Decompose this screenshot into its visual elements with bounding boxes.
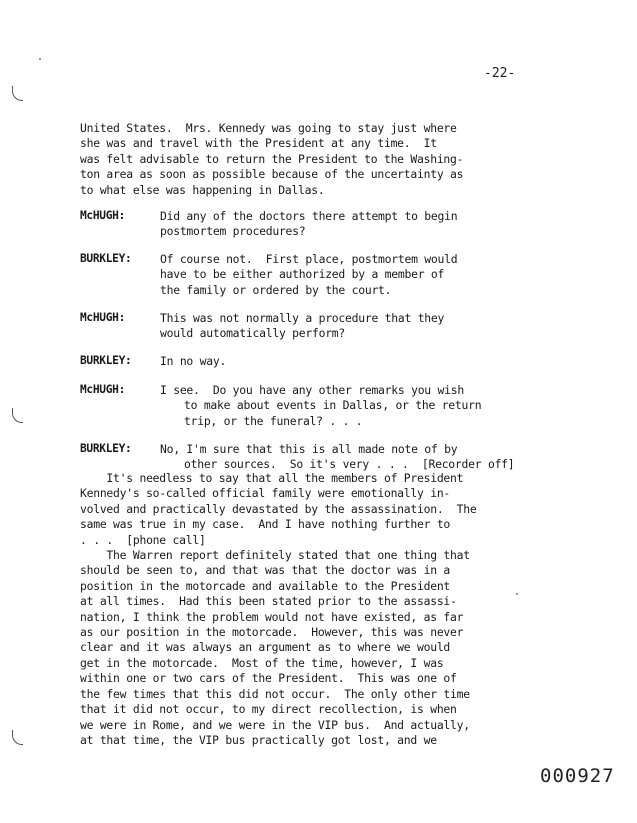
speaker-label: BURKLEY: (80, 252, 132, 265)
binder-hole-mark (12, 86, 23, 101)
text-line: have to be either authorized by a member of (160, 267, 445, 282)
closing-paragraph (80, 471, 520, 748)
text-line: postmortem procedures? (160, 224, 306, 239)
speaker-label: McHUGH: (80, 209, 126, 222)
speech-text (160, 209, 530, 240)
speaker-label: BURKLEY: (80, 442, 132, 455)
scan-speck (39, 58, 41, 60)
binder-hole-mark (12, 730, 23, 745)
text-line: to what else was happening in Dallas. (80, 182, 325, 197)
text-line: It's needless to say that all the members of President (80, 471, 464, 485)
text-line: Did any of the doctors there attempt to begin (160, 209, 458, 223)
text-line: we were in Rome, and we were in the VIP bus. And actually, (80, 717, 470, 732)
speaker-label: BURKLEY: (80, 354, 132, 367)
text-line: . . . [phone call] (80, 532, 206, 547)
text-line: to make about events in Dallas, or the return (184, 398, 482, 413)
text-line: would automatically perform? (160, 326, 346, 341)
speech-text (160, 252, 530, 298)
speaker-label: McHUGH: (80, 383, 126, 396)
text-line: United States. Mrs. Kennedy was going to stay just where (80, 121, 457, 135)
page-number: -22- (484, 66, 516, 81)
text-line: volved and practically devastated by the assassination. The (80, 501, 477, 516)
text-line: ton area as soon as possible because of the uncertainty as (80, 167, 464, 182)
speech-text (160, 354, 530, 369)
opening-paragraph (80, 121, 520, 198)
text-line: at that time, the VIP bus practically got lost, and we (80, 732, 437, 747)
text-line: Kennedy's so-called official family were emotionally in- (80, 486, 451, 501)
text-line: trip, or the funeral? . . . (184, 413, 363, 428)
text-line: I see. Do you have any other remarks you wish (160, 383, 464, 397)
text-line: No, I'm sure that this is all made note of by (160, 442, 458, 456)
text-line: get in the motorcade. Most of the time, however, I was (80, 655, 444, 670)
text-line: she was and travel with the President at any time. It (80, 136, 437, 151)
speaker-label: McHUGH: (80, 311, 126, 324)
text-line: same was true in my case. And I have nothing further to (80, 517, 451, 532)
text-line: as our position in the motorcade. However, this was never (80, 625, 464, 640)
text-line: at all times. Had this been stated prior to the assassi- (80, 594, 457, 609)
text-line: clear and it was always an argument as to where we would (80, 640, 451, 655)
text-line: nation, I think the problem would not have existed, as far (80, 609, 464, 624)
speech-text (160, 311, 530, 342)
text-line: This was not normally a procedure that they (160, 311, 445, 325)
text-line: Of course not. First place, postmortem would (160, 252, 458, 266)
text-line: within one or two cars of the President. This was one of (80, 671, 457, 686)
text-line: should be seen to, and that was that the doctor was in a (80, 563, 451, 578)
text-line: position in the motorcade and available to the President (80, 578, 451, 593)
binder-hole-mark (12, 408, 23, 423)
text-line: other sources. So it's very . . . [Recorder off] (184, 457, 515, 472)
text-line: that it did not occur, to my direct recollection, is when (80, 702, 457, 717)
text-line: was felt advisable to return the President to the Washing- (80, 151, 464, 166)
text-line: The Warren report definitely stated that one thing that (80, 548, 470, 563)
text-line: the family or ordered by the court. (160, 282, 392, 297)
document-stamp-number: 000927 (540, 765, 615, 787)
text-line: In no way. (160, 354, 227, 368)
text-line: the few times that this did not occur. The only other time (80, 686, 470, 701)
speech-text (160, 442, 530, 473)
speech-text (160, 383, 530, 429)
